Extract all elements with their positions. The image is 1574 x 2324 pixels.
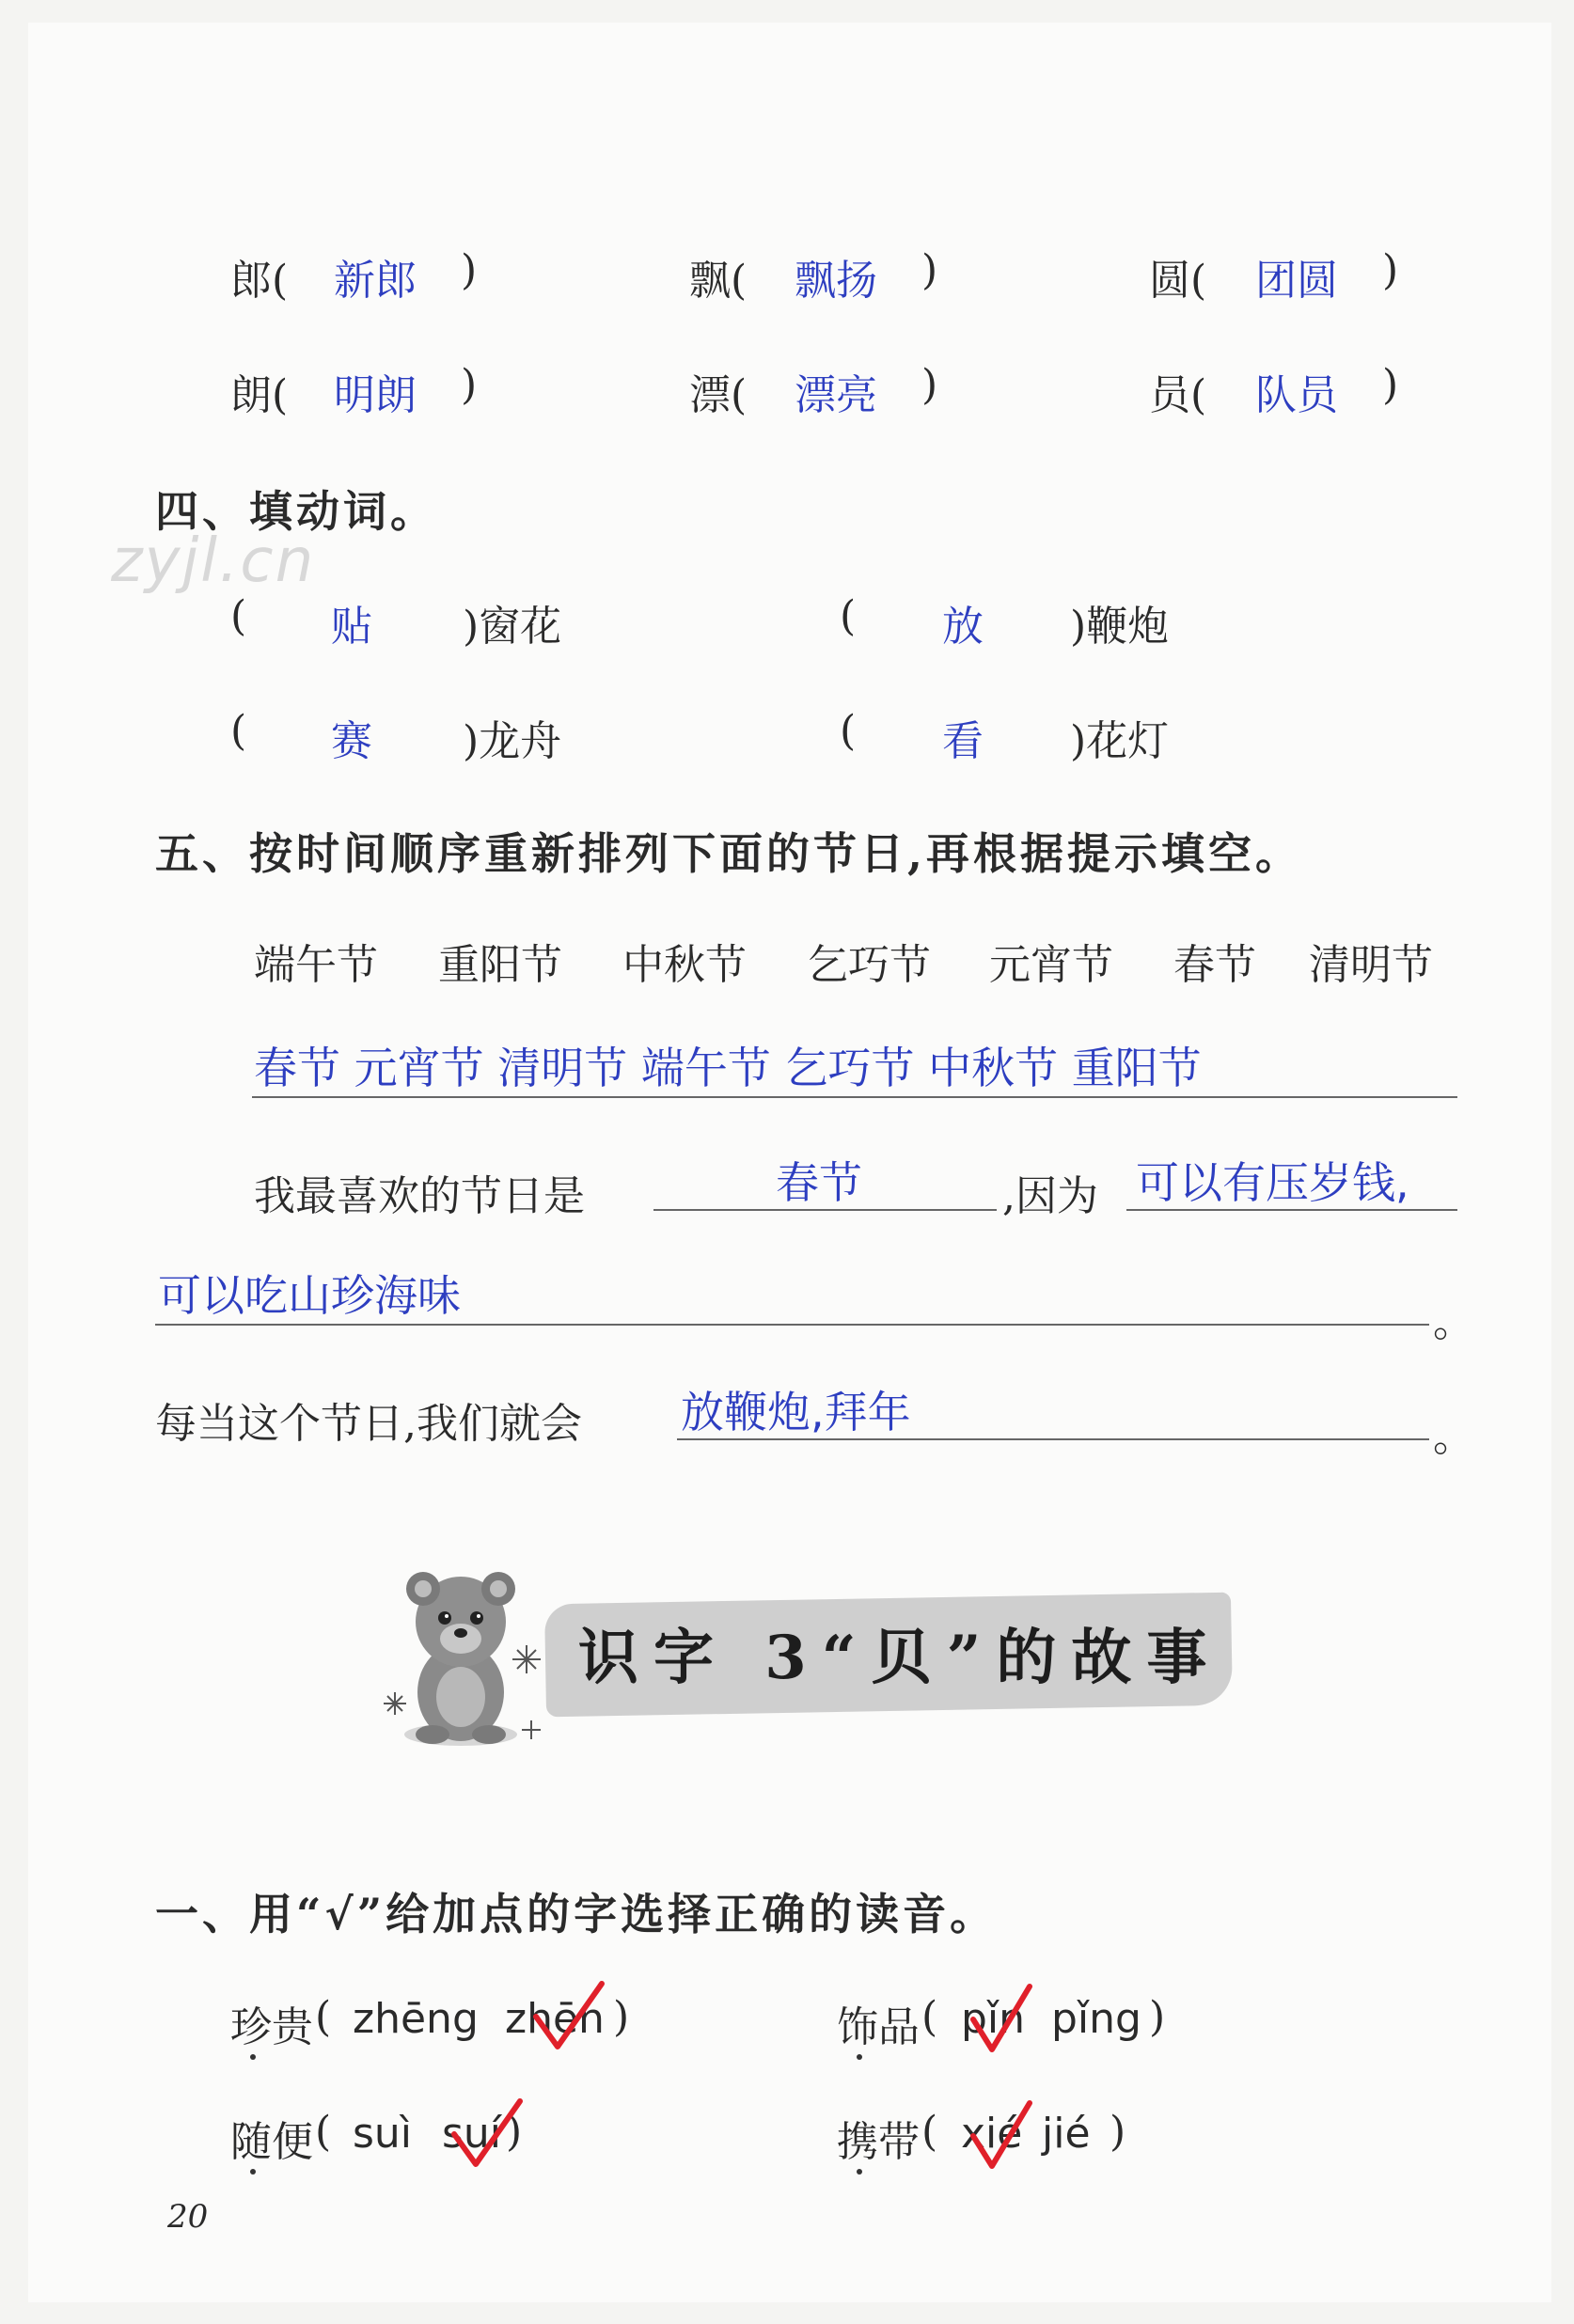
close-paren: ) <box>1149 1993 1166 2041</box>
bear-illustration-icon <box>371 1556 559 1763</box>
close-paren: ) <box>506 2108 523 2156</box>
close-paren: ) <box>921 361 938 409</box>
favorite-underline <box>653 1209 997 1211</box>
close-paren: ) <box>461 361 478 409</box>
answer-xinlang: 新郎 <box>334 257 417 305</box>
every-prefix: 每当这个节日,我们就会 <box>155 1400 582 1448</box>
open-paren: ( <box>921 2108 938 2156</box>
close-paren: ) <box>1382 361 1399 409</box>
answer-sai: 赛 <box>331 717 372 765</box>
char-lang: 郎( <box>230 257 289 305</box>
check-mark-icon <box>531 1979 606 2054</box>
answer-underline <box>252 1096 1457 1098</box>
answer-minglang: 明朗 <box>334 371 417 419</box>
char-piao2: 漂( <box>689 371 748 419</box>
word-suibian: 随便 <box>230 2118 313 2166</box>
section4-heading: 四、填动词。 <box>155 486 437 537</box>
every-answer: 放鞭炮,拜年 <box>681 1387 911 1437</box>
festival-duanwu: 端午节 <box>254 941 378 989</box>
open-paren: ( <box>315 2108 332 2156</box>
close-paren: ) <box>461 246 478 294</box>
char-lang2: 朗( <box>230 371 289 419</box>
emphasis-dot <box>857 2169 862 2175</box>
phrase-chuanghua: )窗花 <box>463 603 562 651</box>
word-xiedai: 携带 <box>837 2118 920 2166</box>
answer-kan: 看 <box>942 717 984 765</box>
close-paren: ) <box>1110 2108 1126 2156</box>
answer-tie: 贴 <box>331 603 372 651</box>
word-zhengui: 珍贵 <box>230 2003 313 2051</box>
pinyin-option-2[interactable]: pǐng <box>1051 1995 1141 2043</box>
answer-tuanyuan: 团圆 <box>1255 257 1338 305</box>
section5-heading: 五、按时间顺序重新排列下面的节日,再根据提示填空。 <box>155 828 1303 879</box>
period: 。 <box>1433 1298 1474 1346</box>
pinyin-option-1[interactable]: zhēng <box>353 1995 479 2043</box>
watermark-logo: zyjl.cn <box>111 526 316 596</box>
emphasis-dot <box>250 2169 256 2175</box>
close-paren: ) <box>1382 246 1399 294</box>
phrase-bianpao: )鞭炮 <box>1070 603 1170 651</box>
festival-qiqiao: 乞巧节 <box>807 941 931 989</box>
check-mark-icon <box>968 2098 1034 2174</box>
word-shipin: 饰品 <box>837 2003 920 2051</box>
festival-qingming: 清明节 <box>1309 941 1433 989</box>
favorite-answer: 春节 <box>776 1157 862 1208</box>
every-underline <box>677 1438 1429 1440</box>
pinyin-option-1[interactable]: xié <box>961 2110 1023 2158</box>
phrase-longzhou: )龙舟 <box>463 717 562 765</box>
answer-fang: 放 <box>942 603 984 651</box>
pinyin-option-1[interactable]: suì <box>353 2110 413 2158</box>
emphasis-dot <box>857 2054 862 2060</box>
open-paren: ( <box>840 707 857 755</box>
answer-piaoyang: 飘扬 <box>795 257 877 305</box>
festival-yuanxiao: 元宵节 <box>989 941 1113 989</box>
festival-chongyang: 重阳节 <box>438 941 562 989</box>
emphasis-dot <box>250 2054 256 2060</box>
because-answer-2: 可以吃山珍海味 <box>158 1270 461 1321</box>
open-paren: ( <box>230 707 247 755</box>
answer-piaoliang: 漂亮 <box>795 371 877 419</box>
check-mark-icon <box>449 2096 525 2172</box>
open-paren: ( <box>921 1993 938 2041</box>
because-underline <box>1126 1209 1457 1211</box>
ordered-festivals-answer: 春节 元宵节 清明节 端午节 乞巧节 中秋节 重阳节 <box>254 1043 1202 1093</box>
section1-heading: 一、用“√”给加点的字选择正确的读音。 <box>155 1889 998 1939</box>
pinyin-option-2[interactable]: suí <box>442 2110 502 2158</box>
pinyin-option-2[interactable]: jié <box>1042 2110 1091 2158</box>
favorite-prefix: 我最喜欢的节日是 <box>254 1172 585 1220</box>
pinyin-option-2[interactable]: zhēn <box>505 1995 605 2043</box>
char-yuan2: 员( <box>1149 371 1207 419</box>
festival-zhongqiu: 中秋节 <box>622 941 747 989</box>
char-yuan: 圆( <box>1149 257 1207 305</box>
phrase-huadeng: )花灯 <box>1070 717 1170 765</box>
because-answer-1: 可以有压岁钱, <box>1136 1157 1409 1208</box>
period: 。 <box>1433 1413 1474 1461</box>
close-paren: ) <box>613 1993 630 2041</box>
lesson-title: 识字 3“贝”的故事 <box>578 1623 1222 1693</box>
page-number: 20 <box>167 2198 209 2236</box>
open-paren: ( <box>840 592 857 640</box>
festival-chunjie: 春节 <box>1173 941 1256 989</box>
pinyin-option-1[interactable]: pǐn <box>961 1995 1026 2043</box>
check-mark-icon <box>968 1982 1034 2057</box>
open-paren: ( <box>230 592 247 640</box>
because-prefix: ,因为 <box>1002 1172 1098 1220</box>
char-piao: 飘( <box>689 257 748 305</box>
open-paren: ( <box>315 1993 332 2041</box>
answer-duiyuan: 队员 <box>1255 371 1338 419</box>
close-paren: ) <box>921 246 938 294</box>
because-underline-2 <box>155 1324 1429 1326</box>
